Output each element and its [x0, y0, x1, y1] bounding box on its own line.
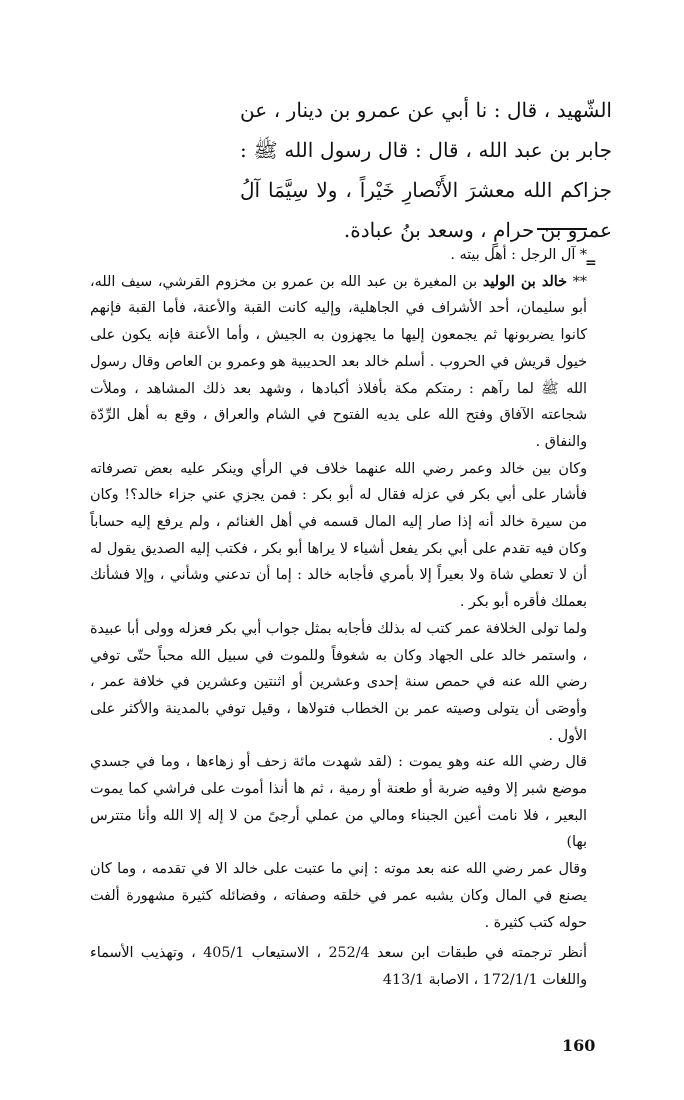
- main-text: [240, 90, 612, 250]
- footnote-paragraph-4: قال رضي الله عنه وهو يموت : (لقد شهدت مائة زحف أو زهاءها ، وما في جسدي موضع شبر إلا وفيه ضربة أو طعنة أو رمية ، ثم ها أنذا أموت على فراشي كما يموت البعير ، فلا نامت أعين الجبناء ومالي من عملي أرجىً من لا إله إلا الله وأنا متترس بها): [90, 754, 587, 851]
- footnote-2-name: خالد بن الوليد: [482, 273, 567, 290]
- main-paragraph: الشّهيد ، قال : نا أبي عن عمرو بن دينار ، عن جابر بن عبد الله ، قال : قال رسول الله ﷺ : جزاكم الله معشرَ الأَنْصارِ خَيْراً ، ولا سِيَّمَا آلُ عمرو بن حرامٍ ، وسعد بنُ عبادة.: [240, 98, 612, 242]
- footnotes: [90, 242, 587, 994]
- margin-mark: =: [585, 255, 597, 271]
- footnote-paragraph-2: وكان بين خالد وعمر رضي الله عنهما خلاف في الرأي وينكر عليه بعض تصرفاته فأشار على أبي بكر في عزله فقال له أبو بكر : فمن يجزي عني جزاء خالد؟! وكان من سيرة خالد أنه إذا صار إليه المال قسمه في أهل الغنائم ، ولم يرفع إليه حساباً وكان فيه تقدم على أبي بكر يفعل أشياء لا يراها أبو بكر ، فكتب إليه الصديق يقول له أن لا تعطي شاة ولا بعيراً إلا بأمري فأجابه خالد : إما أن تدعني وشأني ، وإلا فشأنك بعملك فأقره أبو بكر .: [90, 460, 587, 611]
- footnote-divider: [537, 228, 587, 230]
- footnote-2: [90, 269, 587, 456]
- footnote-2-marker: **: [566, 273, 588, 290]
- footnote-2-text: بن المغيرة بن عبد الله بن عمرو بن مخزوم القرشي، سيف الله، أبو سليمان، أحد الأشراف في الجاهلية، وإليه كانت القبة والأعنة، فأما القبة فإنهم كانوا يضربونها ثم يجمعون إليها ما يجهزون به الجيش ، وأما الأعنة فإنه يكون على خيول قريش في الحروب . أسلم خالد بعد الحديبية هو وعمرو بن العاص وقال رسول الله ﷺ لما رآهم : رمتكم مكة بأفلاذ أكبادها ، وشهد بعد ذلك المشاهد ، وملأت شجاعته الآفاق وفتح الله على يديه الفتوح في الشام والعراق ، وقع به أهل الرِّدّة والنفاق .: [90, 273, 587, 450]
- page-number: 160: [562, 1036, 596, 1055]
- footnote-1: * آل الرجل : أهل بيته .: [450, 247, 587, 263]
- footnote-paragraph-5: وقال عمر رضي الله عنه بعد موته : إني ما عتبت على خالد الا في تقدمه ، وما كان يصنع في المال وكان يشبه عمر في خلقه وصفاته ، وفضائله كثيرة مشهورة ألفت حوله كتب كثيرة .: [90, 861, 587, 931]
- footnote-references: أنظر ترجمته في طبقات ابن سعد 252/4 ، الاستيعاب 405/1 ، وتهذيب الأسماء واللغات 172/1/1 ، الاصابة 413/1: [90, 945, 587, 988]
- footnote-paragraph-3: ولما تولى الخلافة عمر كتب له بذلك فأجابه بمثل جواب أبي بكر فعزله وولى أبا عبيدة ، واستمر خالد على الجهاد وكان به شغوفاً وللموت في سبيل الله محباً حتّى توفي رضي الله عنه في حمص سنة إحدى وعشرين أو اثنتين وعشرين في خلافة عمر ، وأوصَى أن يتولى وصيته عمر بن الخطاب فتولاها ، وقيل توفي بالمدينة والأكثر على الأول .: [90, 620, 587, 744]
